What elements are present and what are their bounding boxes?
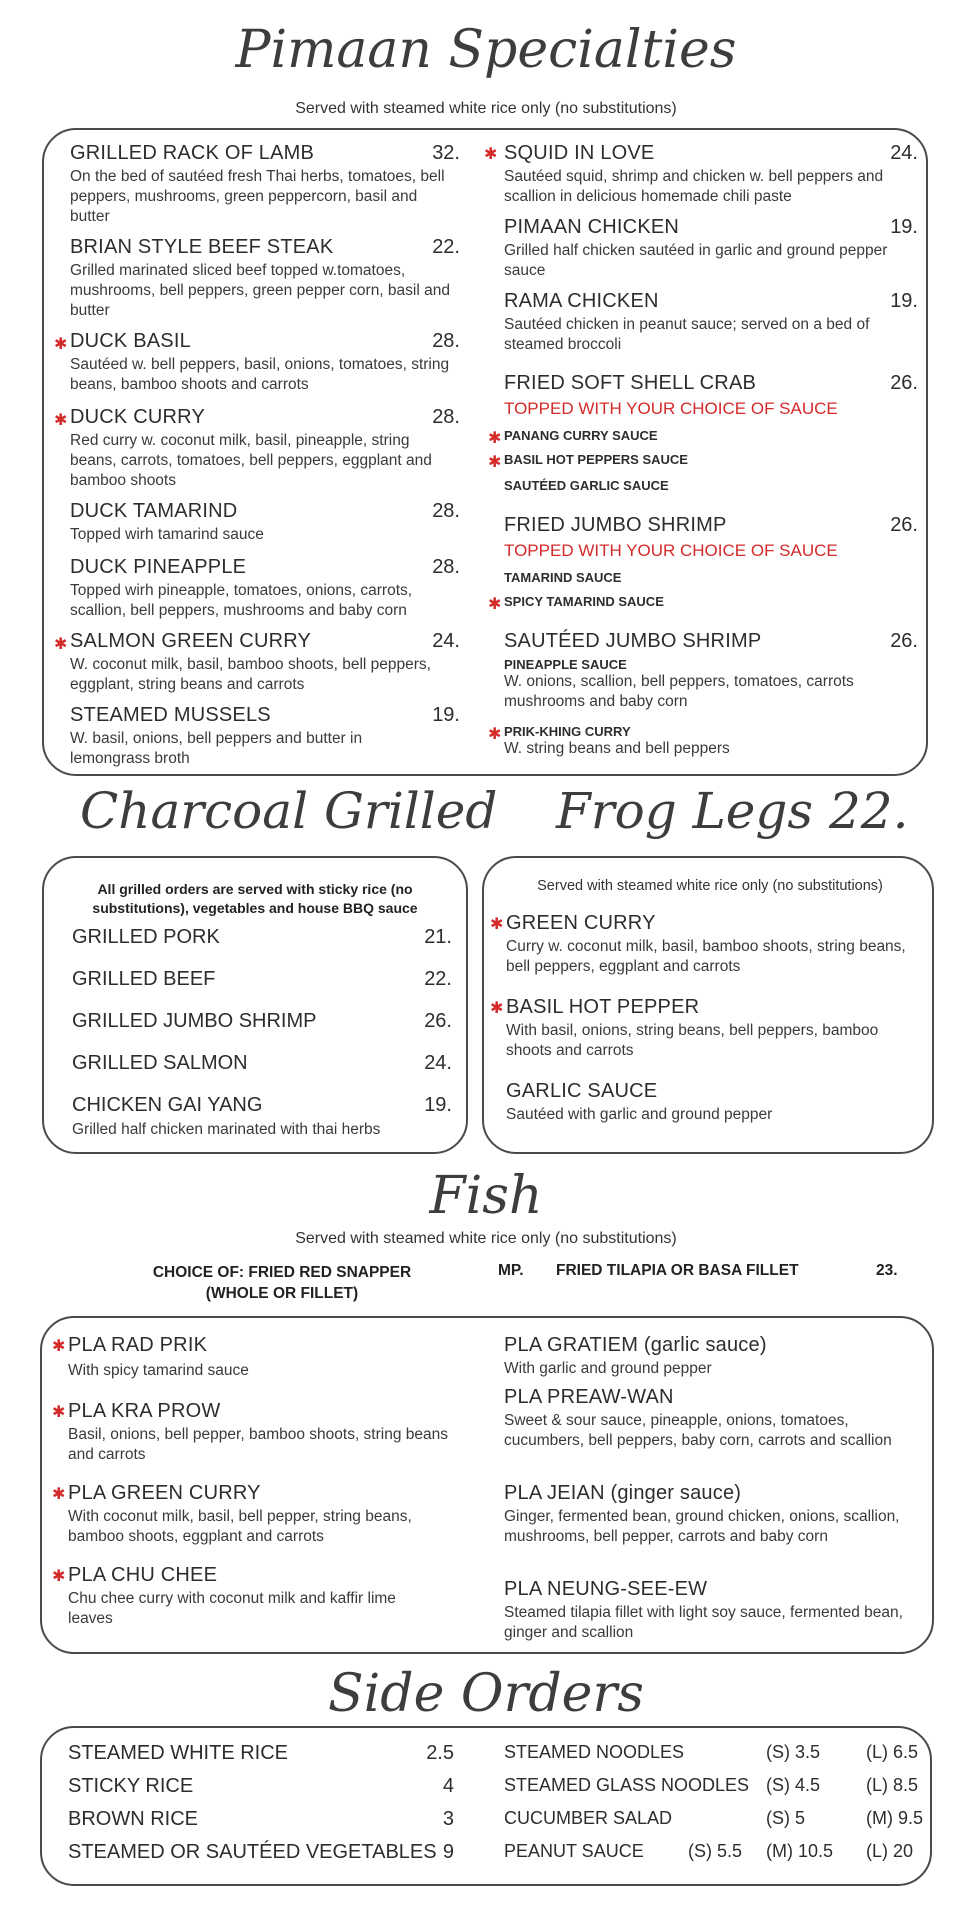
tilapia-price: 23.	[876, 1262, 898, 1279]
item-desc: Grilled marinated sliced beef topped w.tomatoes, mushrooms, bell peppers, green pepper corn, basil and butter	[70, 262, 450, 319]
item-name: GREEN CURRY	[506, 912, 656, 934]
item-desc: Ginger, fermented bean, ground chicken, onions, scallion, mushrooms, bell pepper, carrots and baby corn	[504, 1508, 900, 1545]
spicy-star-icon: ✱	[488, 454, 502, 471]
frog-title: Frog Legs 22.	[556, 782, 909, 840]
item-name: BRIAN STYLE BEEF STEAK	[70, 236, 334, 258]
item-name: GRILLED SALMON	[72, 1052, 248, 1074]
item-name: PLA GRATIEM (garlic sauce)	[504, 1334, 767, 1356]
grilled-row	[72, 1052, 452, 1075]
menu-item-crab	[504, 372, 918, 419]
item-price: 32.	[432, 142, 460, 164]
item-desc: Topped wirh pineapple, tomatoes, onions, carrots, scallion, bell peppers, mushrooms and baby corn	[70, 582, 413, 619]
item-desc: Sautéed chicken in peanut sauce; served on a bed of steamed broccoli	[504, 316, 870, 353]
frog-note: Served with steamed white rice only (no substitutions)	[537, 878, 883, 894]
spicy-star-icon: ✱	[54, 412, 68, 429]
item-name: STEAMED WHITE RICE	[68, 1742, 289, 1764]
item-price: 2.5	[426, 1742, 454, 1764]
size-medium-price: (M) 10.5	[766, 1841, 834, 1861]
menu-item	[504, 1386, 914, 1451]
item-name: PLA CHU CHEE	[68, 1564, 218, 1586]
item-desc: Sweet & sour sauce, pineapple, onions, tomatoes, cucumbers, bell peppers, baby corn, carrots and scallion	[504, 1412, 892, 1449]
grilled-row	[72, 968, 452, 991]
menu-item	[68, 1400, 458, 1465]
item-desc: Sautéed squid, shrimp and chicken w. bell peppers and scallion in delicious homemade chili paste	[504, 168, 884, 205]
menu-item	[68, 1564, 458, 1629]
item-name: CUCUMBER SALAD	[504, 1808, 673, 1828]
item-desc: Grilled half chicken sautéed in garlic and ground pepper sauce	[504, 242, 888, 279]
spicy-star-icon: ✱	[490, 1000, 504, 1017]
menu-item	[504, 1334, 914, 1379]
spicy-star-icon: ✱	[52, 1404, 66, 1421]
item-name: CHICKEN GAI YANG	[72, 1094, 263, 1116]
item-name: PIMAAN CHICKEN	[504, 216, 680, 238]
item-desc: Topped wirh tamarind sauce	[70, 526, 264, 543]
item-desc: With spicy tamarind sauce	[68, 1362, 249, 1379]
choice-line: (WHOLE OR FILLET)	[205, 1285, 359, 1302]
specialties-title: Pimaan Specialties	[235, 20, 737, 80]
item-desc: Chu chee curry with coconut milk and kaffir lime leaves	[68, 1590, 396, 1627]
side-row	[68, 1742, 454, 1765]
sauce-option: BASIL HOT PEPPERS SAUCE	[504, 452, 688, 467]
item-price: 4	[442, 1775, 454, 1797]
item-desc: W. string beans and bell peppers	[504, 740, 730, 757]
item-name: PLA PREAW-WAN	[504, 1386, 674, 1408]
item-name: GRILLED RACK OF LAMB	[70, 142, 315, 164]
item-price: 22.	[432, 236, 460, 258]
topped-note: TOPPED WITH YOUR CHOICE OF SAUCE	[504, 541, 838, 560]
item-price: 22.	[424, 968, 452, 990]
item-price: 28.	[432, 556, 460, 578]
sauce-option: PANANG CURRY SAUCE	[504, 428, 658, 443]
item-name: PLA KRA PROW	[68, 1400, 221, 1422]
menu-item	[70, 236, 460, 321]
specialties-subtitle: Served with steamed white rice only (no substitutions)	[295, 100, 677, 117]
item-name: DUCK TAMARIND	[70, 500, 238, 522]
menu-item	[504, 142, 918, 207]
sides-title: Side Orders	[328, 1664, 644, 1724]
sauce-option: SPICY TAMARIND SAUCE	[504, 594, 664, 609]
side-row	[504, 1742, 924, 1763]
sauce-option-group	[504, 724, 918, 759]
item-desc: Sautéed with garlic and ground pepper	[506, 1106, 773, 1123]
side-row	[504, 1841, 924, 1862]
size-small-price: (S) 5	[766, 1808, 806, 1828]
size-large-price: (L) 20	[866, 1841, 914, 1861]
menu-item-sauteed-shrimp	[504, 630, 918, 712]
item-desc: With garlic and ground pepper	[504, 1360, 712, 1377]
side-row	[68, 1775, 454, 1798]
spicy-star-icon: ✱	[488, 430, 502, 447]
spicy-star-icon: ✱	[484, 146, 498, 163]
menu-item	[70, 704, 460, 769]
menu-item	[70, 142, 460, 227]
item-name: FRIED JUMBO SHRIMP	[504, 514, 727, 536]
grilled-row	[72, 926, 452, 949]
menu-item	[506, 996, 916, 1061]
fish-choice	[132, 1262, 432, 1304]
menu-item	[504, 1578, 914, 1643]
fish-title: Fish	[429, 1166, 543, 1226]
item-name: RAMA CHICKEN	[504, 290, 659, 312]
menu-item-fried-shrimp	[504, 514, 918, 561]
item-name: GRILLED PORK	[72, 926, 220, 948]
item-desc: With basil, onions, string beans, bell peppers, bamboo shoots and carrots	[506, 1022, 879, 1059]
menu-item	[506, 912, 916, 977]
item-name: FRIED SOFT SHELL CRAB	[504, 372, 757, 394]
side-row	[68, 1841, 454, 1864]
spicy-star-icon: ✱	[54, 636, 68, 653]
item-desc: Sautéed w. bell peppers, basil, onions, tomatoes, string beans, bamboo shoots and carrots	[70, 356, 450, 393]
spicy-star-icon: ✱	[54, 336, 68, 353]
spicy-star-icon: ✱	[488, 726, 502, 743]
item-name: BROWN RICE	[68, 1808, 198, 1830]
sauce-option: PRIK-KHING CURRY	[504, 724, 631, 739]
item-price: 24.	[890, 142, 918, 164]
item-price: 19.	[432, 704, 460, 726]
item-price: 28.	[432, 500, 460, 522]
item-name: STEAMED GLASS NOODLES	[504, 1775, 750, 1795]
tilapia-option: FRIED TILAPIA OR BASA FILLET	[556, 1262, 799, 1279]
size-small-price: (S) 3.5	[766, 1742, 821, 1762]
menu-item	[70, 556, 460, 621]
item-desc: W. onions, scallion, bell peppers, tomatoes, carrots mushrooms and baby corn	[504, 673, 854, 710]
menu-item	[70, 406, 460, 491]
item-name: PEANUT SAUCE	[504, 1841, 644, 1861]
item-price: 19.	[890, 290, 918, 312]
menu-item	[68, 1334, 458, 1381]
item-name: DUCK PINEAPPLE	[70, 556, 247, 578]
item-name: PLA GREEN CURRY	[68, 1482, 261, 1504]
item-price: 26.	[424, 1010, 452, 1032]
spicy-star-icon: ✱	[490, 916, 504, 933]
sauce-option: PINEAPPLE SAUCE	[504, 657, 627, 672]
choice-line: CHOICE OF: FRIED RED SNAPPER	[152, 1264, 412, 1281]
topped-note: TOPPED WITH YOUR CHOICE OF SAUCE	[504, 399, 838, 418]
menu-item	[70, 500, 460, 545]
item-name: STEAMED NOODLES	[504, 1742, 685, 1762]
item-price: 19.	[890, 216, 918, 238]
item-name: SALMON GREEN CURRY	[70, 630, 312, 652]
item-price: 28.	[432, 406, 460, 428]
sauce-option: SAUTÉED GARLIC SAUCE	[504, 478, 669, 493]
menu-item	[504, 1482, 914, 1547]
menu-item	[68, 1482, 458, 1547]
item-name: PLA NEUNG-SEE-EW	[504, 1578, 708, 1600]
item-desc: On the bed of sautéed fresh Thai herbs, tomatoes, bell peppers, mushrooms, green peppercorn, basil and butter	[70, 168, 445, 225]
item-desc: Grilled half chicken marinated with thai herbs	[72, 1121, 381, 1138]
item-desc: Steamed tilapia fillet with light soy sauce, fermented bean, ginger and scallion	[504, 1604, 903, 1641]
size-small-price: (S) 5.5	[688, 1841, 743, 1861]
grilled-title: Charcoal Grilled	[80, 782, 498, 840]
item-desc: With coconut milk, basil, bell pepper, string beans, bamboo shoots, eggplant and carrots	[68, 1508, 412, 1545]
item-name: GRILLED JUMBO SHRIMP	[72, 1010, 317, 1032]
item-price: 9	[442, 1841, 454, 1863]
item-name: PLA RAD PRIK	[68, 1334, 208, 1356]
side-row	[68, 1808, 454, 1831]
fish-subtitle: Served with steamed white rice only (no substitutions)	[295, 1230, 677, 1247]
item-desc: W. coconut milk, basil, bamboo shoots, bell peppers, eggplant, string beans and carrots	[70, 656, 431, 693]
sauce-option: TAMARIND SAUCE	[504, 570, 622, 585]
size-large-price: (L) 8.5	[866, 1775, 919, 1795]
spicy-star-icon: ✱	[52, 1338, 66, 1355]
item-name: STEAMED MUSSELS	[70, 704, 271, 726]
item-price: 26.	[890, 514, 918, 536]
menu-item	[504, 216, 918, 281]
item-name: DUCK CURRY	[70, 406, 205, 428]
menu-item	[504, 290, 918, 355]
item-name: BASIL HOT PEPPER	[506, 996, 700, 1018]
item-name: DUCK BASIL	[70, 330, 191, 352]
grilled-note: All grilled orders are served with sticky rice (no substitutions), vegetables and house BBQ sauce	[92, 881, 418, 916]
item-name: GRILLED BEEF	[72, 968, 216, 990]
item-name: PLA JEIAN (ginger sauce)	[504, 1482, 742, 1504]
item-price: 26.	[890, 372, 918, 394]
item-name: SQUID IN LOVE	[504, 142, 655, 164]
item-desc: Red curry w. coconut milk, basil, pineapple, string beans, carrots, tomatoes, bell peppers, eggplant and bamboo shoots	[70, 432, 432, 489]
grilled-row	[72, 1094, 452, 1117]
item-name: STEAMED OR SAUTÉED VEGETABLES	[68, 1841, 437, 1863]
item-price: 28.	[432, 330, 460, 352]
spicy-star-icon: ✱	[52, 1486, 66, 1503]
menu-item	[70, 630, 460, 695]
size-small-price: (S) 4.5	[766, 1775, 821, 1795]
item-desc: Curry w. coconut milk, basil, bamboo shoots, string beans, bell peppers, eggplant and carrots	[506, 938, 906, 975]
market-price: MP.	[498, 1262, 524, 1279]
item-price: 3	[442, 1808, 454, 1830]
item-price: 24.	[432, 630, 460, 652]
item-price: 21.	[424, 926, 452, 948]
grilled-row	[72, 1010, 452, 1033]
side-row	[504, 1775, 924, 1796]
spicy-star-icon: ✱	[52, 1568, 66, 1585]
item-name: SAUTÉED JUMBO SHRIMP	[504, 630, 762, 652]
item-desc: W. basil, onions, bell peppers and butter in lemongrass broth	[70, 730, 363, 767]
menu-item	[70, 330, 460, 395]
item-price: 19.	[424, 1094, 452, 1116]
item-name: GARLIC SAUCE	[506, 1080, 658, 1102]
side-row	[504, 1808, 924, 1829]
item-name: STICKY RICE	[68, 1775, 194, 1797]
item-price: 26.	[890, 630, 918, 652]
menu-item	[506, 1080, 916, 1125]
spicy-star-icon: ✱	[488, 596, 502, 613]
item-desc: Basil, onions, bell pepper, bamboo shoots, string beans and carrots	[68, 1426, 448, 1463]
size-medium-price: (M) 9.5	[866, 1808, 924, 1828]
item-price: 24.	[424, 1052, 452, 1074]
size-large-price: (L) 6.5	[866, 1742, 919, 1762]
